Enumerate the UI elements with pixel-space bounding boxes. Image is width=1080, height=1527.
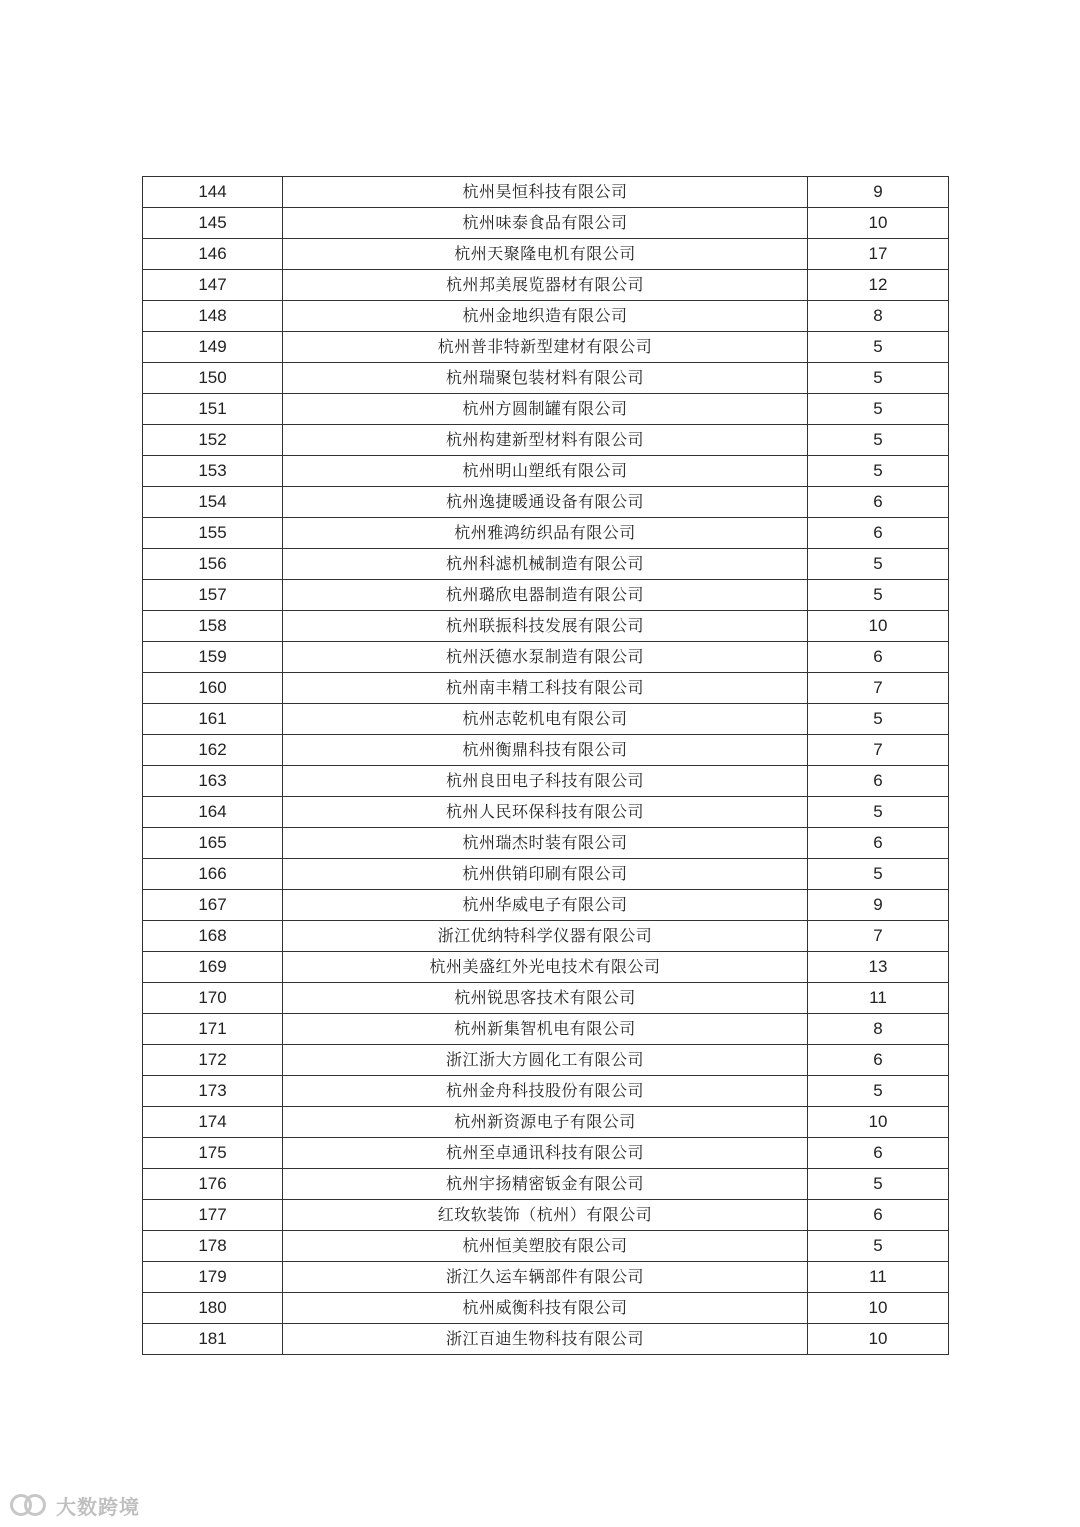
row-number: 175 (143, 1138, 283, 1169)
company-name: 杭州构建新型材料有限公司 (283, 425, 808, 456)
row-count: 5 (808, 549, 949, 580)
row-number: 163 (143, 766, 283, 797)
company-name: 杭州至卓通讯科技有限公司 (283, 1138, 808, 1169)
company-name: 杭州科滤机械制造有限公司 (283, 549, 808, 580)
row-count: 5 (808, 859, 949, 890)
table-row (143, 797, 949, 828)
company-name: 杭州逸捷暖通设备有限公司 (283, 487, 808, 518)
table-row (143, 766, 949, 797)
row-count: 6 (808, 828, 949, 859)
row-count: 10 (808, 1107, 949, 1138)
company-name: 浙江浙大方圆化工有限公司 (283, 1045, 808, 1076)
row-count: 10 (808, 611, 949, 642)
row-count: 6 (808, 642, 949, 673)
table-row (143, 518, 949, 549)
company-name: 杭州恒美塑胶有限公司 (283, 1231, 808, 1262)
row-count: 5 (808, 1169, 949, 1200)
company-name: 杭州天聚隆电机有限公司 (283, 239, 808, 270)
row-number: 173 (143, 1076, 283, 1107)
row-number: 145 (143, 208, 283, 239)
row-number: 162 (143, 735, 283, 766)
row-number: 172 (143, 1045, 283, 1076)
row-number: 152 (143, 425, 283, 456)
row-number: 177 (143, 1200, 283, 1231)
row-number: 170 (143, 983, 283, 1014)
table-row (143, 239, 949, 270)
row-count: 13 (808, 952, 949, 983)
company-name: 杭州良田电子科技有限公司 (283, 766, 808, 797)
row-count: 7 (808, 673, 949, 704)
company-name: 杭州新资源电子有限公司 (283, 1107, 808, 1138)
company-table-body (143, 177, 949, 1355)
row-count: 8 (808, 1014, 949, 1045)
company-name: 杭州南丰精工科技有限公司 (283, 673, 808, 704)
table-row (143, 859, 949, 890)
table-row (143, 1293, 949, 1324)
table-row (143, 332, 949, 363)
table-row (143, 1262, 949, 1293)
company-name: 杭州联振科技发展有限公司 (283, 611, 808, 642)
row-number: 156 (143, 549, 283, 580)
row-number: 150 (143, 363, 283, 394)
table-row (143, 1138, 949, 1169)
table-row (143, 1169, 949, 1200)
row-count: 6 (808, 518, 949, 549)
row-number: 164 (143, 797, 283, 828)
company-name: 杭州志乾机电有限公司 (283, 704, 808, 735)
row-number: 154 (143, 487, 283, 518)
row-count: 5 (808, 704, 949, 735)
row-number: 159 (143, 642, 283, 673)
row-count: 6 (808, 1200, 949, 1231)
logo-icon (10, 1492, 52, 1518)
table-row (143, 301, 949, 332)
company-name: 杭州味泰食品有限公司 (283, 208, 808, 239)
company-name: 杭州璐欣电器制造有限公司 (283, 580, 808, 611)
company-name: 杭州威衡科技有限公司 (283, 1293, 808, 1324)
row-number: 149 (143, 332, 283, 363)
company-name: 杭州金地织造有限公司 (283, 301, 808, 332)
watermark-text: 大数跨境 (56, 1494, 140, 1519)
row-count: 5 (808, 394, 949, 425)
table-row (143, 952, 949, 983)
company-name: 杭州瑞聚包装材料有限公司 (283, 363, 808, 394)
row-number: 176 (143, 1169, 283, 1200)
row-count: 5 (808, 797, 949, 828)
row-number: 181 (143, 1324, 283, 1355)
company-table (142, 176, 949, 1355)
company-name: 杭州美盛红外光电技术有限公司 (283, 952, 808, 983)
row-number: 169 (143, 952, 283, 983)
row-number: 158 (143, 611, 283, 642)
row-count: 6 (808, 766, 949, 797)
table-row (143, 983, 949, 1014)
company-name: 杭州雅鸿纺织品有限公司 (283, 518, 808, 549)
table-row (143, 1231, 949, 1262)
company-name: 杭州衡鼎科技有限公司 (283, 735, 808, 766)
row-count: 5 (808, 1231, 949, 1262)
company-name: 杭州宇扬精密钣金有限公司 (283, 1169, 808, 1200)
company-name: 杭州新集智机电有限公司 (283, 1014, 808, 1045)
row-number: 147 (143, 270, 283, 301)
row-count: 5 (808, 580, 949, 611)
table-row (143, 921, 949, 952)
table-row (143, 456, 949, 487)
company-name: 杭州锐思客技术有限公司 (283, 983, 808, 1014)
row-count: 5 (808, 425, 949, 456)
table-row (143, 425, 949, 456)
row-number: 178 (143, 1231, 283, 1262)
row-count: 9 (808, 890, 949, 921)
row-count: 6 (808, 487, 949, 518)
row-count: 11 (808, 983, 949, 1014)
company-name: 杭州瑞杰时装有限公司 (283, 828, 808, 859)
company-name: 杭州明山塑纸有限公司 (283, 456, 808, 487)
row-number: 179 (143, 1262, 283, 1293)
row-count: 10 (808, 1293, 949, 1324)
row-number: 161 (143, 704, 283, 735)
row-number: 168 (143, 921, 283, 952)
table-row (143, 828, 949, 859)
table-row (143, 549, 949, 580)
company-name: 杭州供销印刷有限公司 (283, 859, 808, 890)
row-count: 17 (808, 239, 949, 270)
row-count: 5 (808, 456, 949, 487)
row-count: 5 (808, 363, 949, 394)
row-number: 174 (143, 1107, 283, 1138)
row-count: 7 (808, 921, 949, 952)
row-number: 153 (143, 456, 283, 487)
company-name: 杭州普非特新型建材有限公司 (283, 332, 808, 363)
table-row (143, 642, 949, 673)
row-number: 160 (143, 673, 283, 704)
row-number: 157 (143, 580, 283, 611)
company-name: 杭州方圆制罐有限公司 (283, 394, 808, 425)
table-row (143, 735, 949, 766)
row-number: 148 (143, 301, 283, 332)
table-row (143, 270, 949, 301)
company-name: 浙江优纳特科学仪器有限公司 (283, 921, 808, 952)
company-name: 杭州沃德水泵制造有限公司 (283, 642, 808, 673)
table-row (143, 1076, 949, 1107)
row-number: 171 (143, 1014, 283, 1045)
company-name: 杭州邦美展览器材有限公司 (283, 270, 808, 301)
row-number: 146 (143, 239, 283, 270)
table-row (143, 1014, 949, 1045)
row-number: 180 (143, 1293, 283, 1324)
row-count: 7 (808, 735, 949, 766)
table-row (143, 1045, 949, 1076)
company-name: 浙江久运车辆部件有限公司 (283, 1262, 808, 1293)
row-count: 11 (808, 1262, 949, 1293)
table-row (143, 487, 949, 518)
row-count: 5 (808, 332, 949, 363)
row-number: 144 (143, 177, 283, 208)
table-row (143, 363, 949, 394)
row-count: 8 (808, 301, 949, 332)
table-row (143, 890, 949, 921)
row-count: 5 (808, 1076, 949, 1107)
table-row (143, 673, 949, 704)
table-row (143, 1324, 949, 1355)
table-row (143, 611, 949, 642)
company-name: 杭州人民环保科技有限公司 (283, 797, 808, 828)
watermark (10, 1490, 140, 1520)
row-count: 6 (808, 1045, 949, 1076)
row-number: 167 (143, 890, 283, 921)
company-name: 杭州华威电子有限公司 (283, 890, 808, 921)
company-name: 杭州金舟科技股份有限公司 (283, 1076, 808, 1107)
row-count: 9 (808, 177, 949, 208)
row-number: 166 (143, 859, 283, 890)
table-row (143, 580, 949, 611)
row-number: 165 (143, 828, 283, 859)
company-name: 杭州昊恒科技有限公司 (283, 177, 808, 208)
table-row (143, 1200, 949, 1231)
table-row (143, 208, 949, 239)
company-name: 红玫软装饰（杭州）有限公司 (283, 1200, 808, 1231)
table-row (143, 704, 949, 735)
row-number: 155 (143, 518, 283, 549)
table-row (143, 177, 949, 208)
row-count: 12 (808, 270, 949, 301)
table-row (143, 1107, 949, 1138)
table-row (143, 394, 949, 425)
company-name: 浙江百迪生物科技有限公司 (283, 1324, 808, 1355)
row-count: 10 (808, 208, 949, 239)
row-count: 6 (808, 1138, 949, 1169)
row-number: 151 (143, 394, 283, 425)
row-count: 10 (808, 1324, 949, 1355)
